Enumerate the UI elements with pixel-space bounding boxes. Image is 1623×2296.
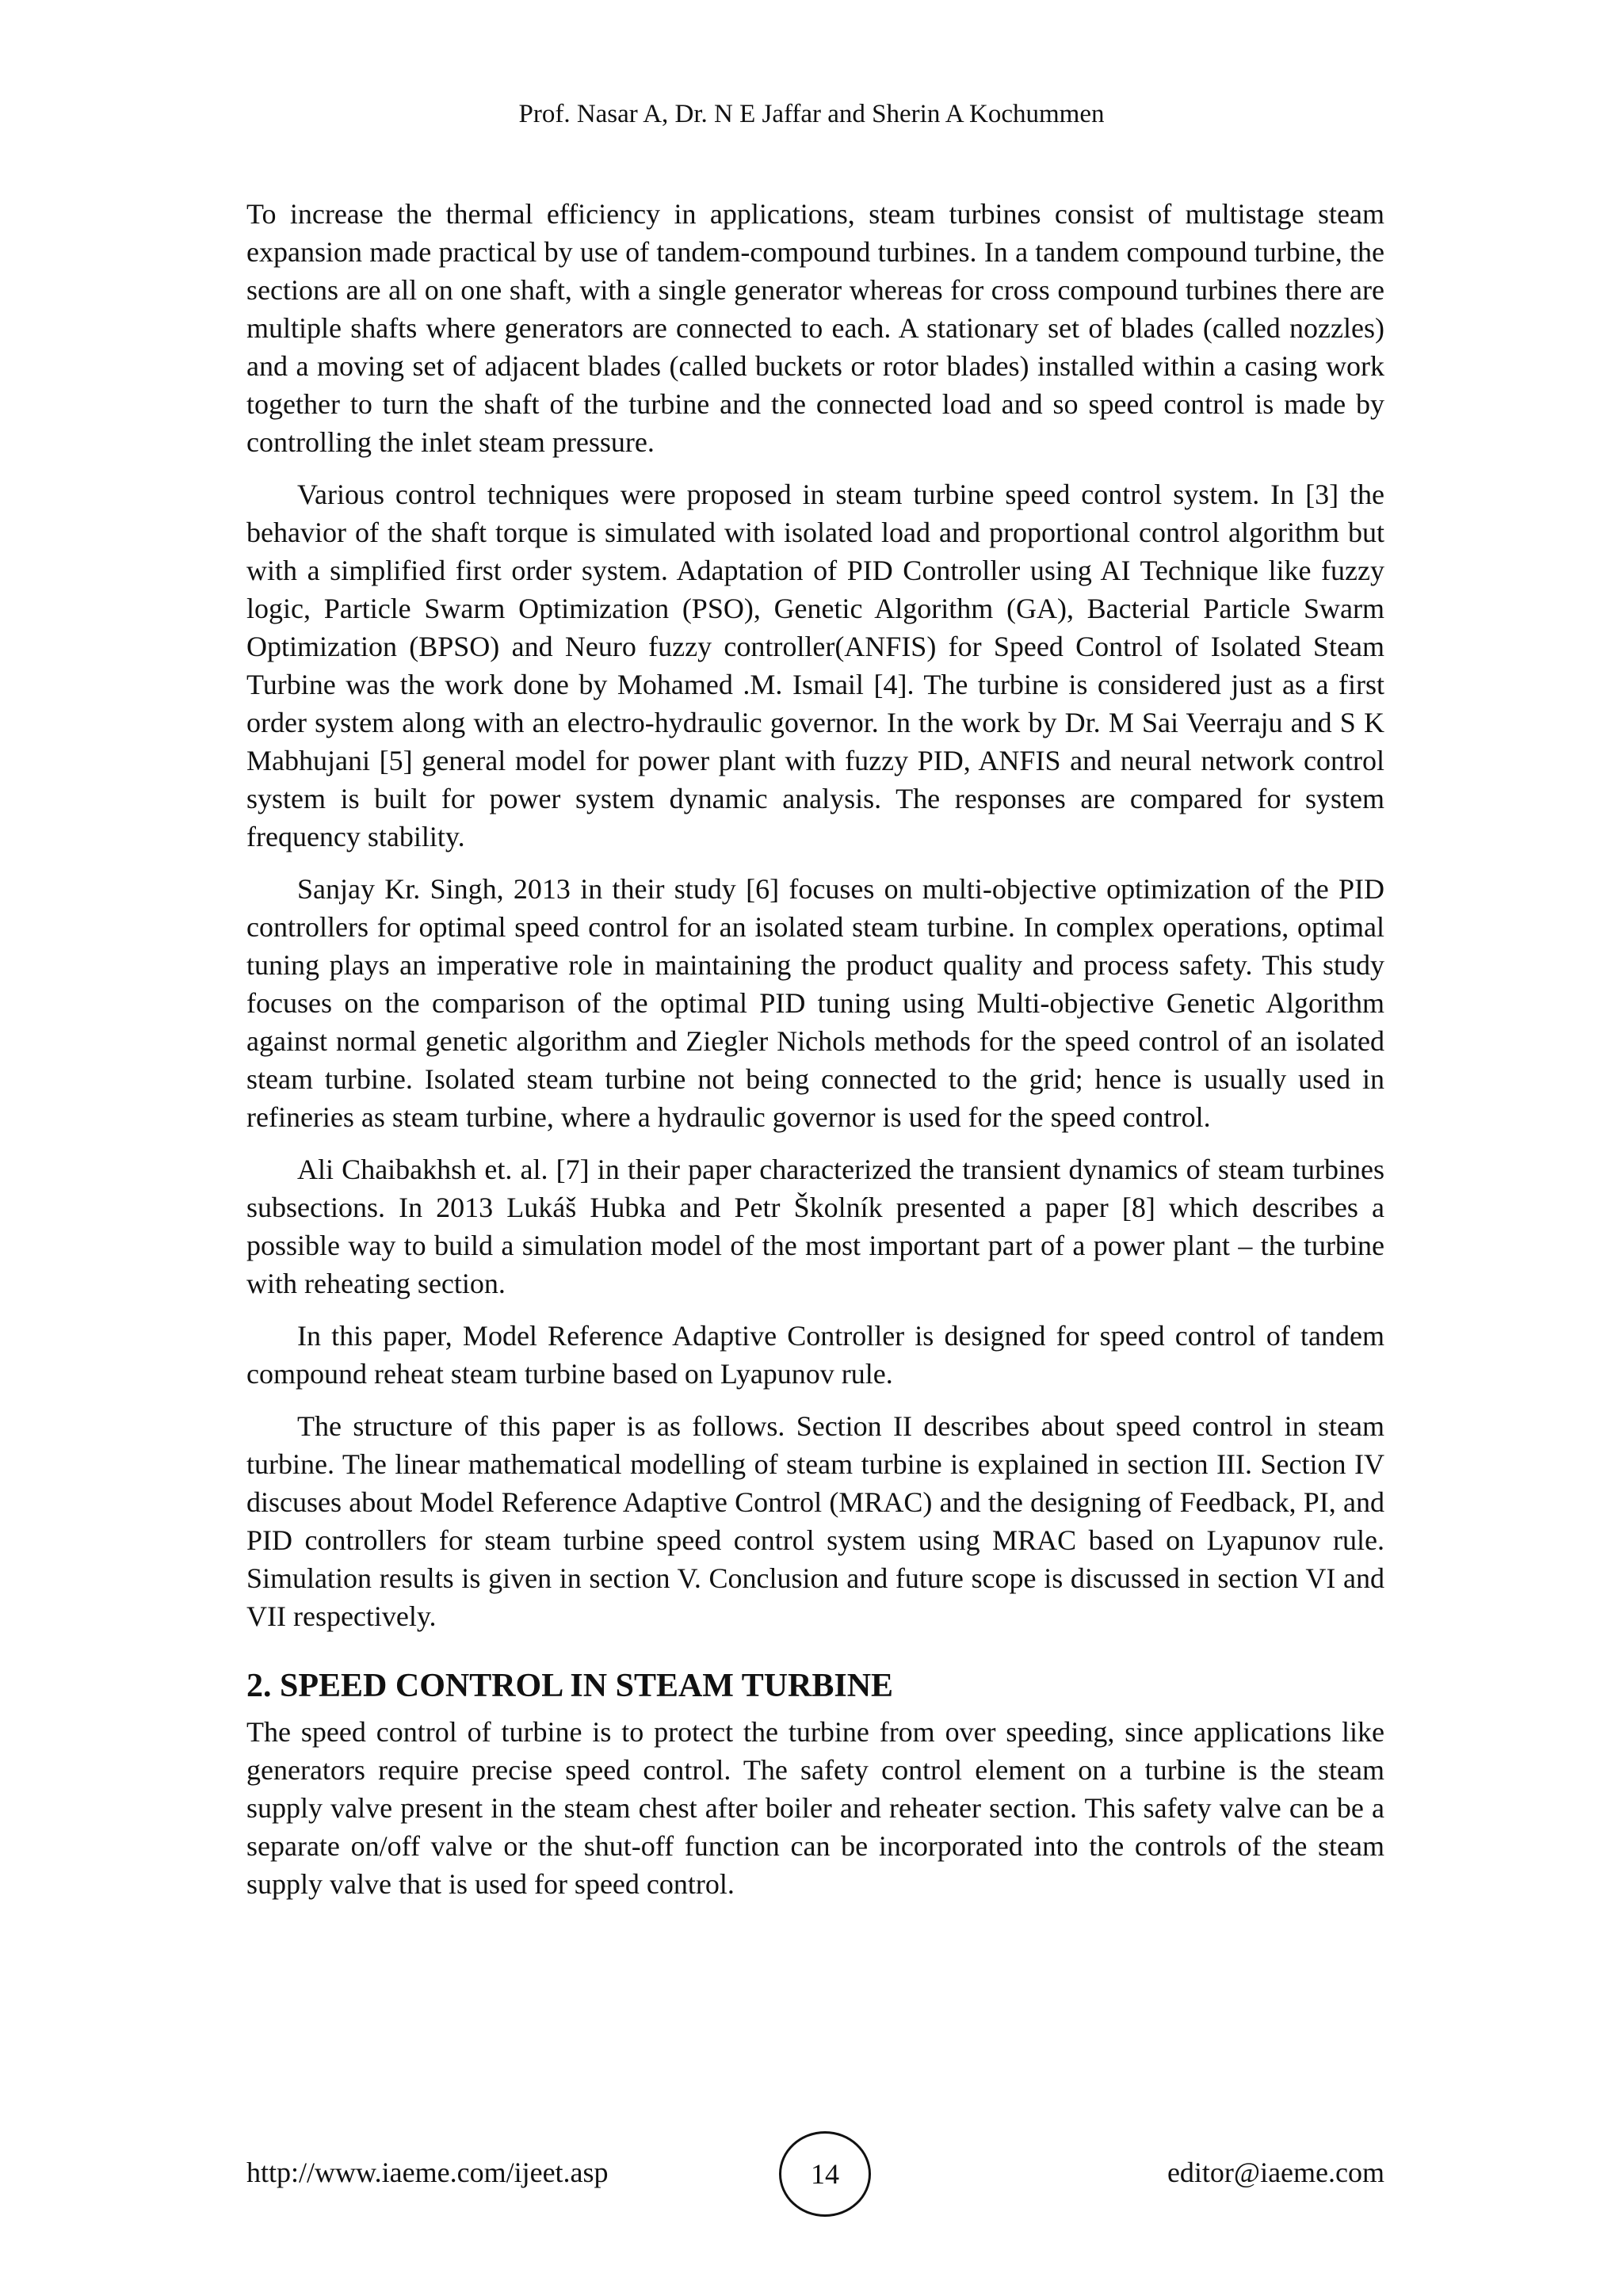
page-number-badge (779, 2131, 871, 2217)
paragraph-control-techniques: Various control techniques were proposed in steam turbine speed control system. In [3] the behavior of the shaft torque is simulated with isolated load and proportional control algorithm but with a simplified first order system. Adaptation of PID Controller using AI Technique like fuzzy logic, Particle Swarm Optimization (PSO), Genetic Algorithm (GA), Bacterial Particle Swarm Optimization (BPSO) and Neuro fuzzy controller(ANFIS) for Speed Control of Isolated Steam Turbine was the work done by Mohamed .M. Ismail [4]. The turbine is considered just as a first order system along with an electro-hydraulic governor. In the work by Dr. M Sai Veerraju and S K Mabhujani [5] general model for power plant with fuzzy PID, ANFIS and neural network control system is built for power system dynamic analysis. The responses are compared for system frequency stability. (246, 479, 1384, 852)
paragraph-this-paper: In this paper, Model Reference Adaptive Controller is designed for speed control of tandem compound reheat steam turbine based on Lyapunov rule. (246, 1320, 1384, 1390)
running-header: Prof. Nasar A, Dr. N E Jaffar and Sherin A Kochummen (518, 100, 1105, 128)
paragraph-multi-objective: Sanjay Kr. Singh, 2013 in their study [6] focuses on multi-objective optimization of the PID controllers for optimal speed control for an isolated steam turbine. In complex operations, optimal tuning plays an imperative role in maintaining the product quality and process safety. This study focuses on the comparison of the optimal PID tuning using Multi-objective Genetic Algorithm against normal genetic algorithm and Ziegler Nichols methods for the speed control of an isolated steam turbine. Isolated steam turbine not being connected to the grid; hence is usually used in refineries as steam turbine, where a hydraulic governor is used for the speed control. (246, 873, 1384, 1133)
paragraph-thermal-efficiency: To increase the thermal efficiency in applications, steam turbines consist of multistage steam expansion made practical by use of tandem-compound turbines. In a tandem compound turbine, the sections are all on one shaft, with a single generator whereas for cross compound turbines there are multiple shafts where generators are connected to each. A stationary set of blades (called nozzles) and a moving set of adjacent blades (called buckets or rotor blades) installed within a casing work together to turn the shaft of the turbine and the connected load and so speed control is made by controlling the inlet steam pressure. (246, 198, 1384, 458)
article-body (246, 195, 1384, 1917)
footer-email-link[interactable]: editor@iaeme.com (1167, 2157, 1384, 2188)
paragraph-speed-control: The speed control of turbine is to protect the turbine from over speeding, since applications like generators require precise speed control. The safety control element on a turbine is the steam supply valve present in the steam chest after boiler and reheater section. This safety valve can be a separate on/off valve or the shut-off function can be incorporated into the controls of the steam supply valve that is used for speed control. (246, 1716, 1384, 1900)
section-heading: 2. SPEED CONTROL IN STEAM TURBINE (246, 1668, 894, 1704)
page-footer (246, 2131, 1384, 2218)
page-number: 14 (811, 2158, 839, 2190)
paragraph-structure: The structure of this paper is as follows. Section II describes about speed control in steam turbine. The linear mathematical modelling of steam turbine is explained in section III. Section IV discuses about Model Reference Adaptive Control (MRAC) and the designing of Feedback, PI, and PID controllers for steam turbine speed control system using MRAC based on Lyapunov rule. Simulation results is given in section V. Conclusion and future scope is discussed in section VI and VII respectively. (246, 1410, 1384, 1632)
paragraph-transient-dynamics: Ali Chaibakhsh et. al. [7] in their paper characterized the transient dynamics of steam turbines subsections. In 2013 Lukáš Hubka and Petr Školník presented a paper [8] which describes a possible way to build a simulation model of the most important part of a power plant – the turbine with reheating section. (246, 1154, 1384, 1299)
footer-url-link[interactable]: http://www.iaeme.com/ijeet.asp (246, 2157, 609, 2188)
